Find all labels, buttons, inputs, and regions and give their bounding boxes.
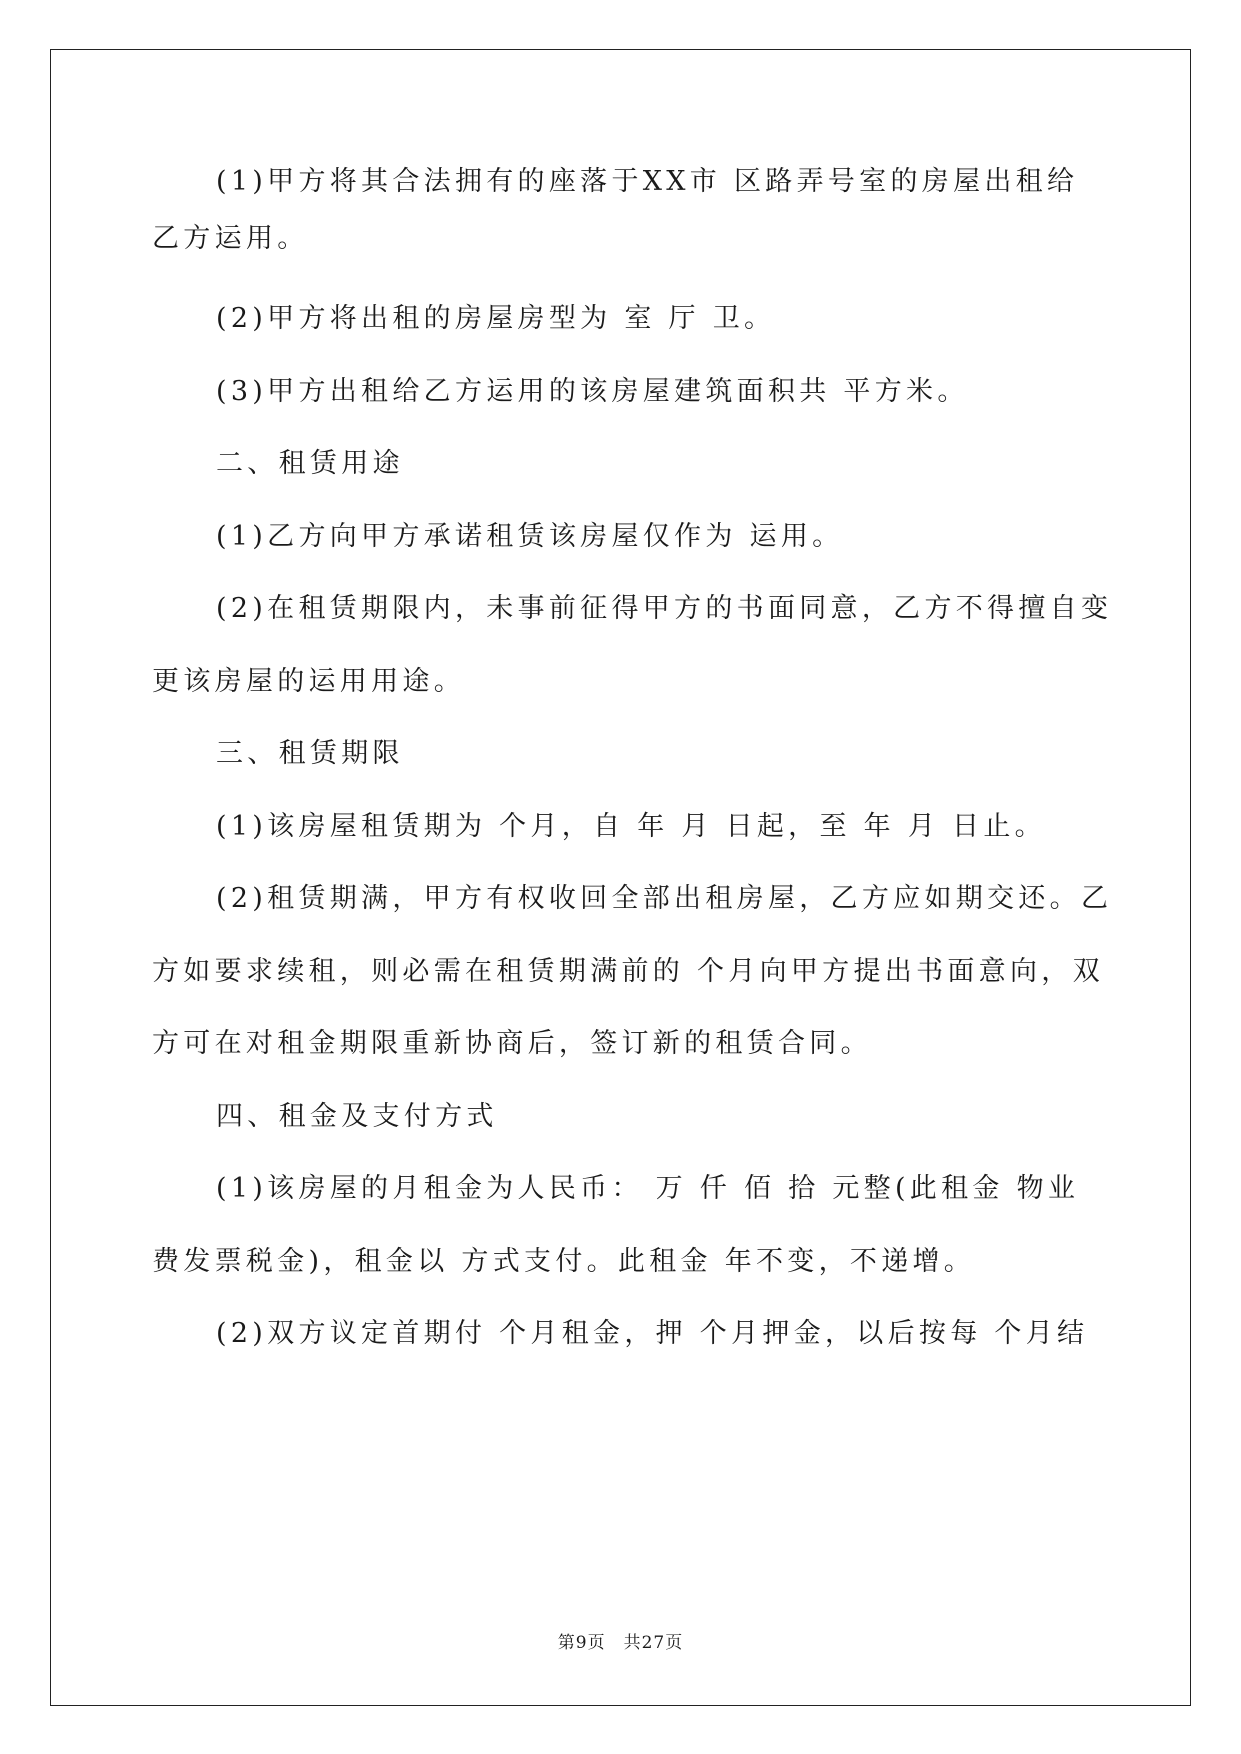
section-heading: 三、租赁期限 <box>216 738 404 769</box>
paragraph-line: 乙方运用。 <box>152 223 309 254</box>
paragraph-line: 更该房屋的运用用途。 <box>152 666 465 697</box>
page-number-footer: 第9页 共27页 <box>557 1633 684 1653</box>
paragraph-line: (2)双方议定首期付 个月租金，押 个月押金，以后按每 个月结 <box>216 1318 1089 1349</box>
paragraph-line: (2)在租赁期限内，未事前征得甲方的书面同意，乙方不得擅自变 <box>216 593 1113 624</box>
paragraph-line: (2)甲方将出租的房屋房型为 室 厅 卫。 <box>216 303 776 334</box>
paragraph-line: 费发票税金)，租金以 方式支付。此租金 年不变，不递增。 <box>152 1246 976 1277</box>
paragraph-line: (1)该房屋租赁期为 个月，自 年 月 日起，至 年 月 日止。 <box>216 811 1046 842</box>
paragraph-line: 方可在对租金期限重新协商后，签订新的租赁合同。 <box>152 1028 872 1059</box>
paragraph-line: (1)甲方将其合法拥有的座落于XX市 区路弄号室的房屋出租给 <box>216 166 1079 197</box>
page-border <box>50 49 1191 1706</box>
paragraph-line: 方如要求续租，则必需在租赁期满前的 个月向甲方提出书面意向，双 <box>152 956 1104 987</box>
paragraph-line: (3)甲方出租给乙方运用的该房屋建筑面积共 平方米。 <box>216 376 969 407</box>
paragraph-line: (1)该房屋的月租金为人民币： 万 仟 佰 拾 元整(此租金 物业 <box>216 1173 1080 1204</box>
paragraph-line: (2)租赁期满，甲方有权收回全部出租房屋，乙方应如期交还。乙 <box>216 883 1113 914</box>
section-heading: 四、租金及支付方式 <box>216 1101 498 1132</box>
section-heading: 二、租赁用途 <box>216 448 404 479</box>
paragraph-line: (1)乙方向甲方承诺租赁该房屋仅作为 运用。 <box>216 521 844 552</box>
